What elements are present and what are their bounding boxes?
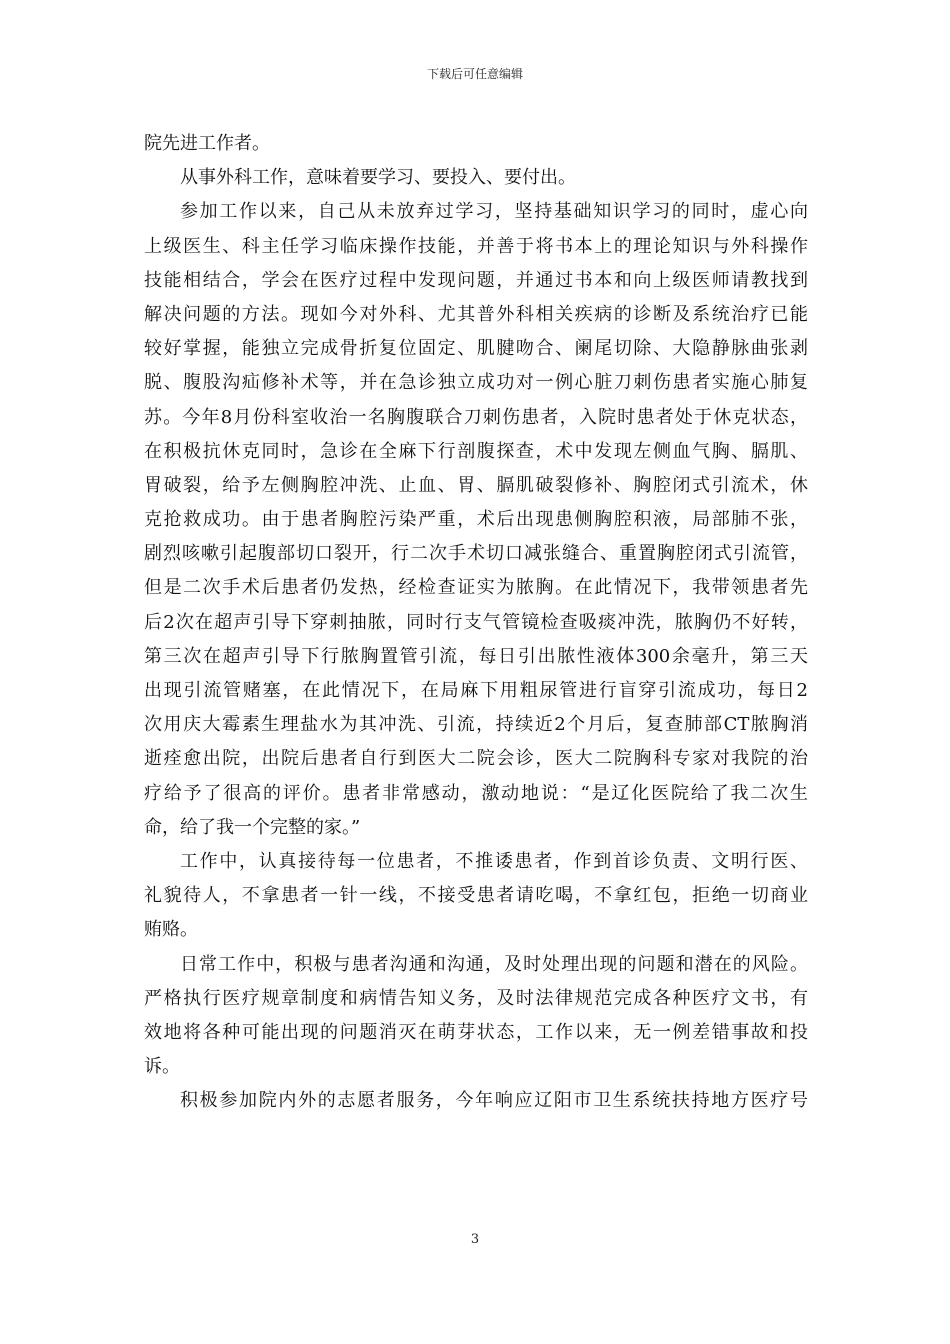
- text-line: 剧烈咳嗽引起腹部切口裂开，行二次手术切口减张缝合、重置胸腔闭式引流管，: [144, 543, 808, 565]
- text-line: 效地将各种可能出现的问题消灭在萌芽状态，工作以来，无一例差错事故和投: [144, 1021, 808, 1043]
- page-number: 3: [470, 1232, 480, 1247]
- text-line: 克抢救成功。由于患者胸腔污染严重，术后出现患侧胸腔积液，局部肺不张，: [144, 509, 808, 531]
- text-line: 技能相结合，学会在医疗过程中发现问题，并通过书本和向上级医师请教找到: [144, 269, 808, 291]
- text-line: 贿赂。: [144, 919, 198, 941]
- text-line: 后2次在超声引导下穿刺抽脓，同时行支气管镜检查吸痰冲洗，脓胸仍不好转，: [144, 611, 808, 633]
- paragraph-first-line: 日常工作中，积极与患者沟通和沟通，及时处理出现的问题和潜在的风险。: [180, 953, 808, 975]
- text-line: 院先进工作者。: [144, 133, 270, 154]
- text-line: 诉。: [144, 1056, 180, 1078]
- text-line: 脱、腹股沟疝修补术等，并在急诊独立成功对一例心脏刀刺伤患者实施心肺复: [144, 372, 808, 394]
- paragraph-first-line: 从事外科工作，意味着要学习、要投入、要付出。: [180, 167, 576, 189]
- text-line: 较好掌握，能独立完成骨折复位固定、肌腱吻合、阑尾切除、大隐静脉曲张剥: [144, 338, 808, 360]
- text-line: 礼貌待人，不拿患者一针一线，不接受患者请吃喝，不拿红包，拒绝一切商业: [144, 885, 808, 907]
- text-line: 在积极抗休克同时，急诊在全麻下行剖腹探查，术中发现左侧血气胸、膈肌、: [144, 440, 808, 462]
- document-body: [144, 127, 808, 1118]
- paragraph-first-line: 参加工作以来，自己从未放弃过学习，坚持基础知识学习的同时，虚心向: [180, 201, 808, 223]
- text-line: 上级医生、科主任学习临床操作技能，并善于将书本上的理论知识与外科操作: [144, 235, 808, 257]
- paragraph-first-line: 工作中，认真接待每一位患者，不推诿患者，作到首诊负责、文明行医、: [180, 850, 808, 872]
- text-line: 苏。今年8月份科室收治一名胸腹联合刀刺伤患者，入院时患者处于休克状态，: [144, 406, 808, 428]
- text-line: 疗给予了很高的评价。患者非常感动，激动地说：“是辽化医院给了我二次生: [144, 782, 808, 804]
- text-line: 逝痊愈出院，出院后患者自行到医大二院会诊，医大二院胸科专家对我院的治: [144, 748, 808, 770]
- paragraph-first-line: 积极参加院内外的志愿者服务，今年响应辽阳市卫生系统扶持地方医疗号: [180, 1090, 808, 1112]
- text-line: 次用庆大霉素生理盐水为其冲洗、引流，持续近2个月后，复查肺部CT脓胸消: [144, 714, 808, 736]
- page-header: 下载后可任意编辑: [426, 67, 523, 81]
- text-line: 出现引流管赌塞，在此情况下，在局麻下用粗尿管进行盲穿引流成功，每日2: [144, 680, 808, 701]
- text-line: 严格执行医疗规章制度和病情告知义务，及时法律规范完成各种医疗文书，有: [144, 987, 808, 1009]
- text-line: 命，给了我一个完整的家。”: [144, 816, 361, 838]
- text-line: 解决问题的方法。现如今对外科、尤其普外科相关疾病的诊断及系统治疗已能: [144, 303, 808, 325]
- text-line: 但是二次手术后患者仍发热，经检查证实为脓胸。在此情况下，我带领患者先: [144, 577, 808, 599]
- text-line: 第三次在超声引导下行脓胸置管引流，每日引出脓性液体300余毫升，第三天: [144, 645, 808, 667]
- text-line: 胃破裂，给予左侧胸腔冲洗、止血、胃、膈肌破裂修补、胸腔闭式引流术，休: [144, 474, 808, 496]
